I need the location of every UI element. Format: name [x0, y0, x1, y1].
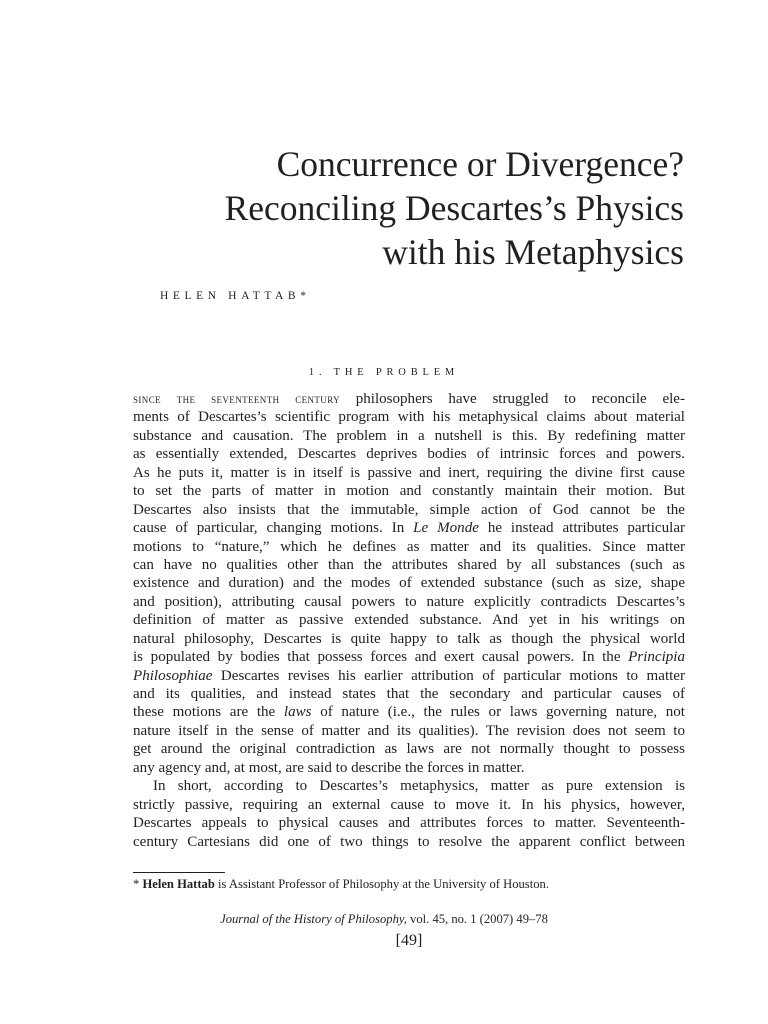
- body-line: any agency and, at most, are said to describe the forces in matter.: [133, 759, 525, 776]
- body-line: and its qualities, and instead states that the secondary and particular causes of: [133, 686, 685, 702]
- title-line-2: Reconciling Descartes’s Physics: [224, 188, 684, 228]
- body-line: natural philosophy, Descartes is quite happy to talk as though the physical world: [133, 630, 685, 647]
- body-line: motions to “nature,” which he defines as matter and its qualities. Since matter: [133, 538, 685, 555]
- body-line: ments of Descartes’s scientific program with his metaphysical claims about material: [133, 409, 685, 426]
- footnote-author-name: Helen Hattab: [142, 877, 215, 891]
- italic-title: Principia: [628, 649, 685, 666]
- italic-title: Le Monde: [413, 520, 479, 537]
- title-line-3: with his Metaphysics: [382, 232, 684, 272]
- body-line: get around the original contradiction as laws are not normally thought to possess: [133, 741, 685, 758]
- article-title: [84, 142, 684, 274]
- body-line: is populated by bodies that possess forces and exert causal powers. In the Principia: [133, 649, 685, 666]
- lead-in-smallcaps: since the seventeenth century: [133, 391, 340, 406]
- footnote-divider: [133, 872, 225, 873]
- body-line: substance and causation. The problem in a nutshell is this. By redefining matter: [133, 427, 685, 444]
- author-name: HELEN HATTAB*: [160, 290, 311, 302]
- body-line: to set the parts of matter in motion and constantly maintain their motion. But: [133, 483, 685, 500]
- body-line: Descartes also insists that the immutable, simple action of God cannot be the: [133, 501, 685, 518]
- body-line: century Cartesians did one of two things to resolve the apparent conflict between: [133, 833, 685, 850]
- body-line: and position), attributing causal powers to nature explicitly contradicts Descartes’s: [133, 593, 685, 610]
- body-line: as essentially extended, Descartes deprives bodies of intrinsic forces and powers.: [133, 446, 685, 463]
- body-line: since the seventeenth century philosophers have struggled to reconcile ele-: [133, 391, 685, 407]
- body-line: In short, according to Descartes’s metaphysics, matter as pure extension is: [153, 778, 685, 795]
- italic-title: Philosophiae: [133, 667, 213, 684]
- body-line: existence and duration) and the modes of extended substance (such as size, shape: [133, 575, 685, 592]
- body-line: Philosophiae Descartes revises his earlier attribution of particular motions to matter: [133, 667, 685, 684]
- section-heading: 1. THE PROBLEM: [308, 367, 460, 378]
- journal-name: Journal of the History of Philosophy,: [220, 912, 407, 926]
- article-body: [133, 390, 685, 851]
- body-line: strictly passive, requiring an external cause to move it. In his physics, however,: [133, 796, 685, 813]
- body-line: As he puts it, matter is in itself is passive and inert, requiring the divine first cause: [133, 464, 685, 481]
- body-line: cause of particular, changing motions. In Le Monde he instead attributes particular: [133, 520, 685, 537]
- body-line: can have no qualities other than the attributes shared by all substances (such as: [133, 556, 685, 573]
- body-line: nature itself in the sense of matter and its qualities). The revision does not seem to: [133, 722, 685, 739]
- author-footnote: * Helen Hattab is Assistant Professor of Philosophy at the University of Houston.: [133, 877, 549, 891]
- body-line: Descartes appeals to physical causes and attributes forces to matter. Seventeenth-: [133, 815, 685, 832]
- title-line-1: Concurrence or Divergence?: [276, 144, 684, 184]
- body-line: these motions are the laws of nature (i.e., the rules or laws governing nature, not: [133, 704, 685, 721]
- journal-citation: Journal of the History of Philosophy, vol. 45, no. 1 (2007) 49–78: [220, 912, 548, 926]
- italic-word: laws: [283, 704, 312, 721]
- page-number: [49]: [395, 932, 423, 949]
- body-line: definition of matter as passive extended substance. And yet in his writings on: [133, 612, 685, 629]
